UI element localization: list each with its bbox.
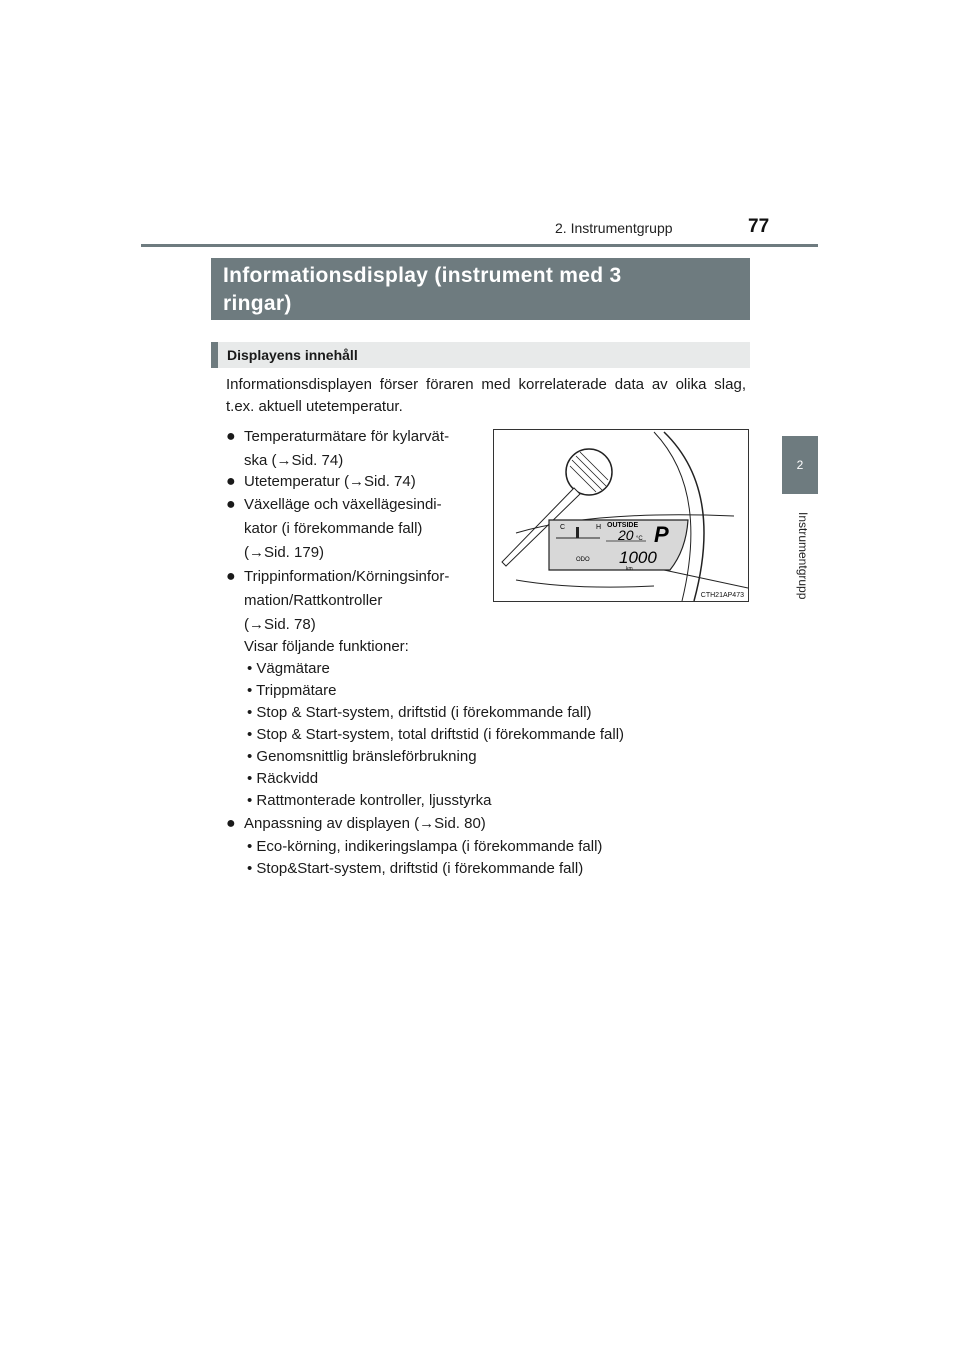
cluster-illustration [494, 430, 748, 601]
outside-label: OUTSIDE [607, 522, 639, 529]
odo-unit: km [626, 566, 633, 572]
bullet-text [244, 493, 442, 565]
chapter-label: Instrumentgrupp [796, 512, 810, 600]
outside-temp-unit: °C [636, 536, 643, 542]
bullet-line: ska (→Sid. 74) [244, 452, 344, 469]
bullet-dot: ● [226, 496, 236, 513]
bezel-line-lower [516, 580, 654, 587]
bullet-dot: ● [226, 815, 236, 832]
function-item: • Genomsnittlig bränsleförbrukning [247, 748, 477, 765]
dial-arc-outer [664, 432, 704, 601]
intro-paragraph: Informationsdisplayen förser föraren med korrelaterade data av olika slag, t.ex. aktuell utetemperatur. [226, 376, 746, 415]
odo-label: ODO [576, 557, 590, 563]
outside-temp-value: 20 [618, 527, 634, 543]
bezel-line-right [664, 570, 748, 588]
running-header-section: 2. Instrumentgrupp [555, 220, 673, 236]
bullet-line: mation/Rattkontroller [244, 592, 383, 609]
instrument-cluster-figure [493, 429, 749, 602]
bullet-dot: ● [226, 428, 236, 445]
bullet-line: Växelläge och växellägesindi- [244, 496, 442, 513]
bullet-text: Anpassning av displayen (→Sid. 80) [244, 815, 486, 832]
customization-item: • Eco-körning, indikeringslampa (i förekommande fall) [247, 838, 603, 855]
header-rule [141, 244, 818, 247]
gear-indicator: P [654, 522, 669, 547]
customization-item: • Stop&Start-system, driftstid (i förekommande fall) [247, 860, 584, 877]
functions-intro: Visar följande funktioner: [244, 638, 409, 655]
bullet-dot: ● [226, 568, 236, 585]
bullet-line: (→Sid. 78) [244, 616, 316, 633]
subsection-title: Displayens innehåll [211, 342, 750, 368]
section-title-line2: ringar) [223, 292, 292, 315]
function-item: • Stop & Start-system, total driftstid (i förekommande fall) [247, 726, 625, 743]
section-title [211, 258, 750, 320]
bullet-line: Trippinformation/Körningsinfor- [244, 568, 450, 585]
chapter-tab[interactable] [782, 436, 818, 494]
bullet-text [244, 425, 449, 473]
bullet-text [244, 565, 449, 637]
bullet-line: Temperaturmätare för kylarvät- [244, 428, 450, 445]
temp-gauge-indicator [576, 527, 579, 538]
function-item: • Räckvidd [247, 770, 319, 787]
function-item: • Rattmonterade kontroller, ljusstyrka [247, 792, 492, 809]
chapter-number: 2 [796, 458, 804, 472]
temp-cold-label: C [560, 524, 566, 531]
function-item: • Stop & Start-system, driftstid (i förekommande fall) [247, 704, 592, 721]
bullet-line: kator (i förekommande fall) [244, 520, 423, 537]
bullet-line: (→Sid. 179) [244, 544, 325, 561]
function-item: • Vägmätare [247, 660, 330, 677]
bullet-dot: ● [226, 473, 236, 490]
temp-hot-label: H [596, 524, 602, 531]
bullet-line: Utetemperatur (→Sid. 74) [244, 473, 416, 490]
needle-hub [566, 449, 612, 495]
odo-value: 1000 [619, 548, 657, 567]
figure-code: CTH21AP473 [700, 592, 744, 599]
dial-arc-inner [654, 432, 691, 601]
section-title-line1: Informationsdisplay (instrument med 3 [223, 264, 622, 287]
bullet-text [244, 470, 416, 494]
function-item: • Trippmätare [247, 682, 337, 699]
page-number: 77 [748, 216, 770, 237]
